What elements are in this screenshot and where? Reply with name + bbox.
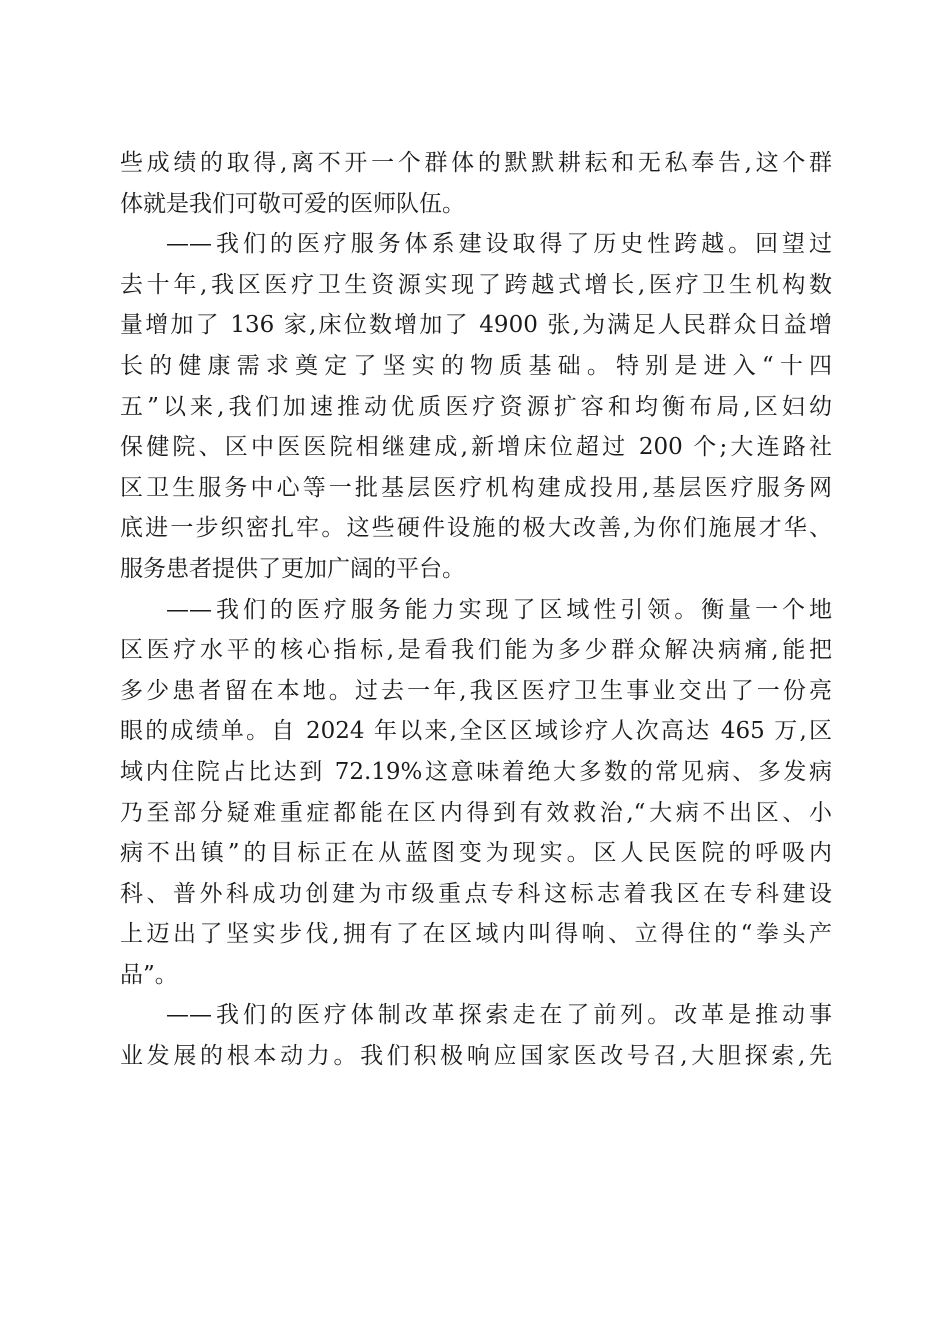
text-line: 去十年,我区医疗卫生资源实现了跨越式增长,医疗卫生机构数 — [120, 271, 832, 298]
paragraph — [120, 590, 832, 996]
text-line: 些成绩的取得,离不开一个群体的默默耕耘和无私奉告,这个群 — [120, 150, 832, 176]
text-line: ——我们的医疗体制改革探索走在了前列。改革是推动事 — [166, 1002, 832, 1029]
paragraph — [120, 224, 832, 589]
text-line: 乃至部分疑难重症都能在区内得到有效救治,“大病不出区、小 — [120, 799, 832, 826]
text-line: 业发展的根本动力。我们积极响应国家医改号召,大胆探索,先 — [120, 1043, 832, 1070]
text-line: 量增加了 136 家,床位数增加了 4900 张,为满足人民群众日益增 — [120, 312, 832, 339]
text-line: 眼的成绩单。自 2024 年以来,全区区域诊疗人次高达 465 万,区 — [120, 718, 832, 745]
body-text — [120, 143, 832, 1077]
text-line: 上迈出了坚实步伐,拥有了在区域内叫得响、立得住的“拳头产 — [120, 921, 832, 948]
text-line: 科、普外科成功创建为市级重点专科这标志着我区在专科建设 — [120, 880, 832, 907]
paragraph — [120, 995, 832, 1076]
text-line: 底进一步织密扎牢。这些硬件设施的极大改善,为你们施展才华、 — [120, 515, 832, 542]
text-line: 区医疗水平的核心指标,是看我们能为多少群众解决病痛,能把 — [120, 637, 832, 664]
paragraph — [120, 143, 832, 224]
text-line: 域内住院占比达到 72.19%这意味着绝大多数的常见病、多发病 — [120, 758, 832, 785]
text-line: 病不出镇”的目标正在从蓝图变为现实。区人民医院的呼吸内 — [120, 840, 832, 867]
text-line: ——我们的医疗服务能力实现了区域性引领。衡量一个地 — [166, 596, 832, 623]
text-line: 保健院、区中医医院相继建成,新增床位超过 200 个;大连路社 — [120, 434, 832, 461]
text-line: 多少患者留在本地。过去一年,我区医疗卫生事业交出了一份亮 — [120, 677, 832, 704]
text-line: 体就是我们可敬可爱的医师队伍。 — [120, 190, 465, 217]
text-line: ——我们的医疗服务体系建设取得了历史性跨越。回望过 — [166, 231, 832, 258]
text-line: 服务患者提供了更加广阔的平台。 — [120, 555, 465, 582]
text-line: 五”以来,我们加速推动优质医疗资源扩容和均衡布局,区妇幼 — [120, 393, 832, 420]
text-line: 品”。 — [120, 961, 178, 988]
text-line: 区卫生服务中心等一批基层医疗机构建成投用,基层医疗服务网 — [120, 474, 832, 501]
text-line: 长的健康需求奠定了坚实的物质基础。特别是进入“十四 — [120, 352, 832, 379]
